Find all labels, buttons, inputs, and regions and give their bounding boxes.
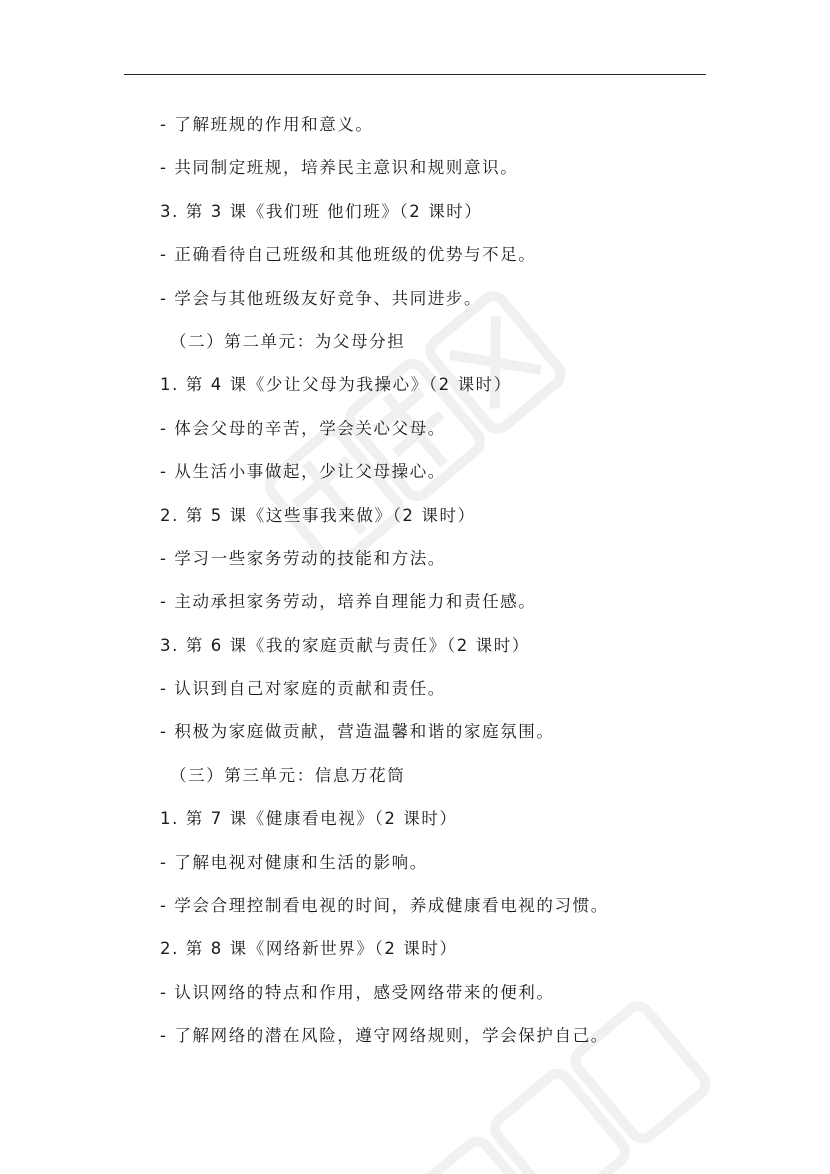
lesson-heading: 2. 第 8 课《网络新世界》（2 课时） — [160, 939, 458, 959]
bullet-item: - 学会与其他班级友好竞争、共同进步。 — [160, 288, 483, 308]
bullet-item: - 学习一些家务劳动的技能和方法。 — [160, 548, 446, 568]
lesson-heading: 1. 第 7 课《健康看电视》（2 课时） — [160, 809, 458, 829]
bullet-item: - 积极为家庭做贡献，营造温馨和谐的家庭氛围。 — [160, 722, 555, 742]
section-heading: （二）第二单元：为父母分担 — [170, 331, 406, 351]
lesson-heading: 2. 第 5 课《这些事我来做》（2 课时） — [160, 505, 476, 525]
bullet-item: - 了解班规的作用和意义。 — [160, 115, 374, 134]
bullet-item: - 认识网络的特点和作用，感受网络带来的便利。 — [160, 982, 555, 1002]
bullet-item: - 从生活小事做起，少让父母操心。 — [160, 462, 446, 482]
bullet-item: - 了解网络的潜在风险，遵守网络规则，学会保护自己。 — [160, 1026, 609, 1046]
lesson-heading: 3. 第 3 课《我们班 他们班》（2 课时） — [160, 201, 483, 221]
bullet-item: - 学会合理控制看电视的时间，养成健康看电视的习惯。 — [160, 896, 609, 916]
bullet-item: - 主动承担家务劳动，培养自理能力和责任感。 — [160, 592, 537, 612]
lesson-heading: 1. 第 4 课《少让父母为我操心》（2 课时） — [160, 375, 512, 395]
bullet-item: - 正确看待自己班级和其他班级的优势与不足。 — [160, 245, 537, 265]
header-rule — [124, 74, 706, 75]
document-body — [160, 107, 760, 1062]
lesson-heading: 3. 第 6 课《我的家庭贡献与责任》（2 课时） — [160, 635, 530, 655]
bullet-item: - 认识到自己对家庭的贡献和责任。 — [160, 679, 446, 699]
bullet-item: - 共同制定班规，培养民主意识和规则意识。 — [160, 158, 519, 178]
section-heading: （三）第三单元：信息万花筒 — [170, 765, 406, 785]
bullet-item: - 体会父母的辛苦，学会关心父母。 — [160, 418, 446, 438]
bullet-item: - 了解电视对健康和生活的影响。 — [160, 852, 428, 872]
